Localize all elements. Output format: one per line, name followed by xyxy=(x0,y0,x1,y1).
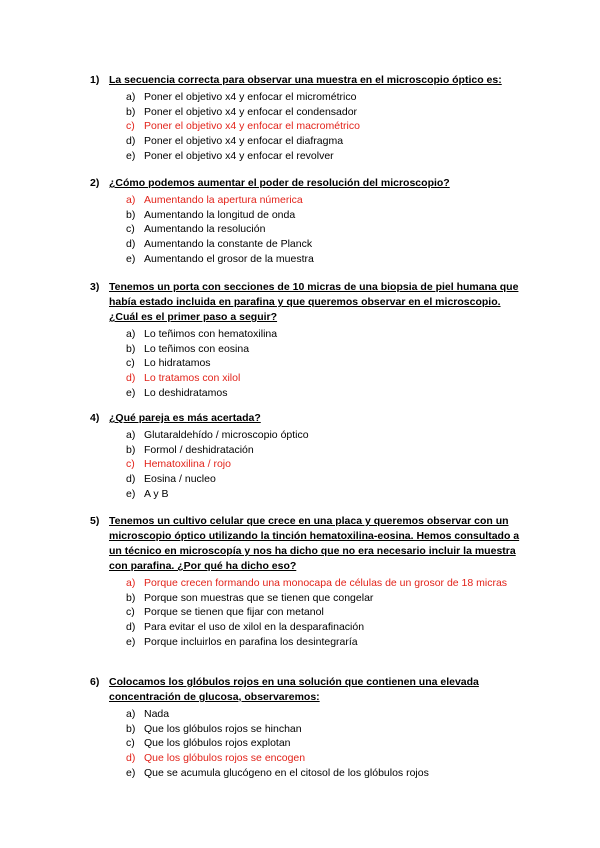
question-text: ¿Cómo podemos aumentar el poder de resolución del microscopio? xyxy=(109,177,450,189)
options-list xyxy=(90,576,530,650)
option-text: Que los glóbulos rojos se hinchan xyxy=(144,722,302,735)
option-letter: e) xyxy=(126,252,136,265)
question-text: La secuencia correcta para observar una muestra en el microscopio óptico es: xyxy=(109,74,502,86)
question-4 xyxy=(90,411,530,502)
option-text: Poner el objetivo x4 y enfocar el diafragma xyxy=(144,135,344,148)
option-text: Porque se tienen que fijar con metanol xyxy=(144,606,324,619)
option-text: Eosina / nucleo xyxy=(144,473,216,486)
option-c-correct-answer xyxy=(90,119,530,134)
option-letter: e) xyxy=(126,149,136,162)
option-b xyxy=(90,591,530,606)
question-text: Tenemos un porta con secciones de 10 micras de una biopsia de piel humana que había estado incluida en parafina y que queremos observar en el microscopio. ¿Cuál es el primer paso a seguir? xyxy=(109,281,519,323)
option-text: Que los glóbulos rojos se encogen xyxy=(144,752,306,765)
option-c xyxy=(90,736,530,751)
option-text: Hematoxilina / rojo xyxy=(144,458,231,471)
question-text: ¿Qué pareja es más acertada? xyxy=(109,412,261,424)
option-text: Lo teñimos con eosina xyxy=(144,342,250,355)
option-text: Porque incluirlos en parafina los desintegraría xyxy=(144,635,358,648)
options-list xyxy=(90,327,530,401)
option-letter: a) xyxy=(126,577,136,589)
option-d xyxy=(90,134,530,149)
option-text: Porque son muestras que se tienen que congelar xyxy=(144,591,374,604)
option-text: Poner el objetivo x4 y enfocar el condensador xyxy=(144,105,358,118)
option-text: Que se acumula glucógeno en el citosol de los glóbulos rojos xyxy=(144,766,429,779)
option-letter: c) xyxy=(126,120,135,133)
option-text: Aumentando el grosor de la muestra xyxy=(144,252,314,265)
options-list xyxy=(90,707,530,781)
option-text: Lo deshidratamos xyxy=(144,386,228,399)
option-text: Lo teñimos con hematoxilina xyxy=(144,328,278,340)
option-text: Formol / deshidratación xyxy=(144,443,254,456)
option-letter: d) xyxy=(126,752,136,765)
option-letter: a) xyxy=(126,328,136,340)
option-letter: b) xyxy=(126,208,136,221)
option-b xyxy=(90,105,530,120)
option-d xyxy=(90,237,530,252)
option-text: Porque crecen formando una monocapa de células de un grosor de 18 micras xyxy=(144,577,508,589)
option-text: Aumentando la apertura númerica xyxy=(144,194,303,206)
option-letter: d) xyxy=(126,372,136,385)
option-letter: b) xyxy=(126,722,136,735)
option-text: Lo hidratamos xyxy=(144,357,211,370)
option-letter: d) xyxy=(126,135,136,148)
option-d xyxy=(90,620,530,635)
option-letter: c) xyxy=(126,606,135,619)
option-a xyxy=(90,707,530,722)
question-text: Colocamos los glóbulos rojos en una solución que contienen una elevada concentración de glucosa, observaremos: xyxy=(109,676,479,703)
option-letter: e) xyxy=(126,635,136,648)
question-number: 5) xyxy=(90,515,100,527)
option-d-correct-answer xyxy=(90,751,530,766)
option-letter: c) xyxy=(126,357,135,370)
question-1 xyxy=(90,73,530,164)
option-e xyxy=(90,766,530,781)
option-d-correct-answer xyxy=(90,371,530,386)
option-c xyxy=(90,605,530,620)
question-number: 6) xyxy=(90,676,100,688)
question-2 xyxy=(90,176,530,267)
options-list xyxy=(90,193,530,267)
option-text: Nada xyxy=(144,708,170,720)
option-b xyxy=(90,208,530,223)
option-letter: c) xyxy=(126,223,135,236)
option-letter: a) xyxy=(126,708,136,720)
option-text: Lo tratamos con xilol xyxy=(144,372,241,385)
option-letter: e) xyxy=(126,386,136,399)
option-letter: b) xyxy=(126,591,136,604)
option-letter: d) xyxy=(126,238,136,251)
options-list xyxy=(90,428,530,502)
option-e xyxy=(90,252,530,267)
option-text: Poner el objetivo x4 y enfocar el revolver xyxy=(144,149,334,162)
option-letter: d) xyxy=(126,473,136,486)
option-letter: c) xyxy=(126,458,135,471)
question-6 xyxy=(90,675,530,781)
option-letter: b) xyxy=(126,342,136,355)
option-text: Aumentando la resolución xyxy=(144,223,266,236)
option-c xyxy=(90,222,530,237)
option-e xyxy=(90,149,530,164)
option-a-correct-answer xyxy=(90,576,530,591)
question-5 xyxy=(90,514,530,650)
option-a xyxy=(90,90,530,105)
question-number: 2) xyxy=(90,177,100,189)
question-3 xyxy=(90,280,530,401)
question-number: 3) xyxy=(90,281,100,293)
option-letter: a) xyxy=(126,429,136,441)
option-letter: a) xyxy=(126,194,136,206)
option-a-correct-answer xyxy=(90,193,530,208)
option-e xyxy=(90,487,530,502)
option-e xyxy=(90,386,530,401)
option-c-correct-answer xyxy=(90,457,530,472)
options-list xyxy=(90,90,530,164)
option-letter: e) xyxy=(126,487,136,500)
option-a xyxy=(90,327,530,342)
option-letter: a) xyxy=(126,91,136,103)
option-d xyxy=(90,472,530,487)
option-text: Poner el objetivo x4 y enfocar el macrométrico xyxy=(144,120,360,133)
option-b xyxy=(90,342,530,357)
option-text: Para evitar el uso de xilol en la desparafinación xyxy=(144,621,365,634)
option-a xyxy=(90,428,530,443)
question-number: 1) xyxy=(90,74,100,86)
option-letter: e) xyxy=(126,766,136,779)
option-letter: b) xyxy=(126,443,136,456)
option-e xyxy=(90,635,530,650)
option-b xyxy=(90,443,530,458)
option-text: Aumentando la longitud de onda xyxy=(144,208,296,221)
question-number: 4) xyxy=(90,412,100,424)
option-text: Que los glóbulos rojos explotan xyxy=(144,737,291,750)
option-c xyxy=(90,356,530,371)
option-text: Poner el objetivo x4 y enfocar el micrométrico xyxy=(144,91,357,103)
option-text: Glutaraldehído / microscopio óptico xyxy=(144,429,309,441)
option-text: Aumentando la constante de Planck xyxy=(144,238,313,251)
option-text: A y B xyxy=(144,487,169,500)
option-b xyxy=(90,722,530,737)
question-text: Tenemos un cultivo celular que crece en una placa y queremos observar con un microscopio óptico utilizando la tinción hematoxilina-eosina. Hemos consultado a un técnico en microscopía y nos ha dicho que no era necesario incluir la muestra con parafina. ¿Por qué ha dicho eso? xyxy=(109,515,520,572)
option-letter: d) xyxy=(126,621,136,634)
option-letter: b) xyxy=(126,105,136,118)
option-letter: c) xyxy=(126,737,135,750)
